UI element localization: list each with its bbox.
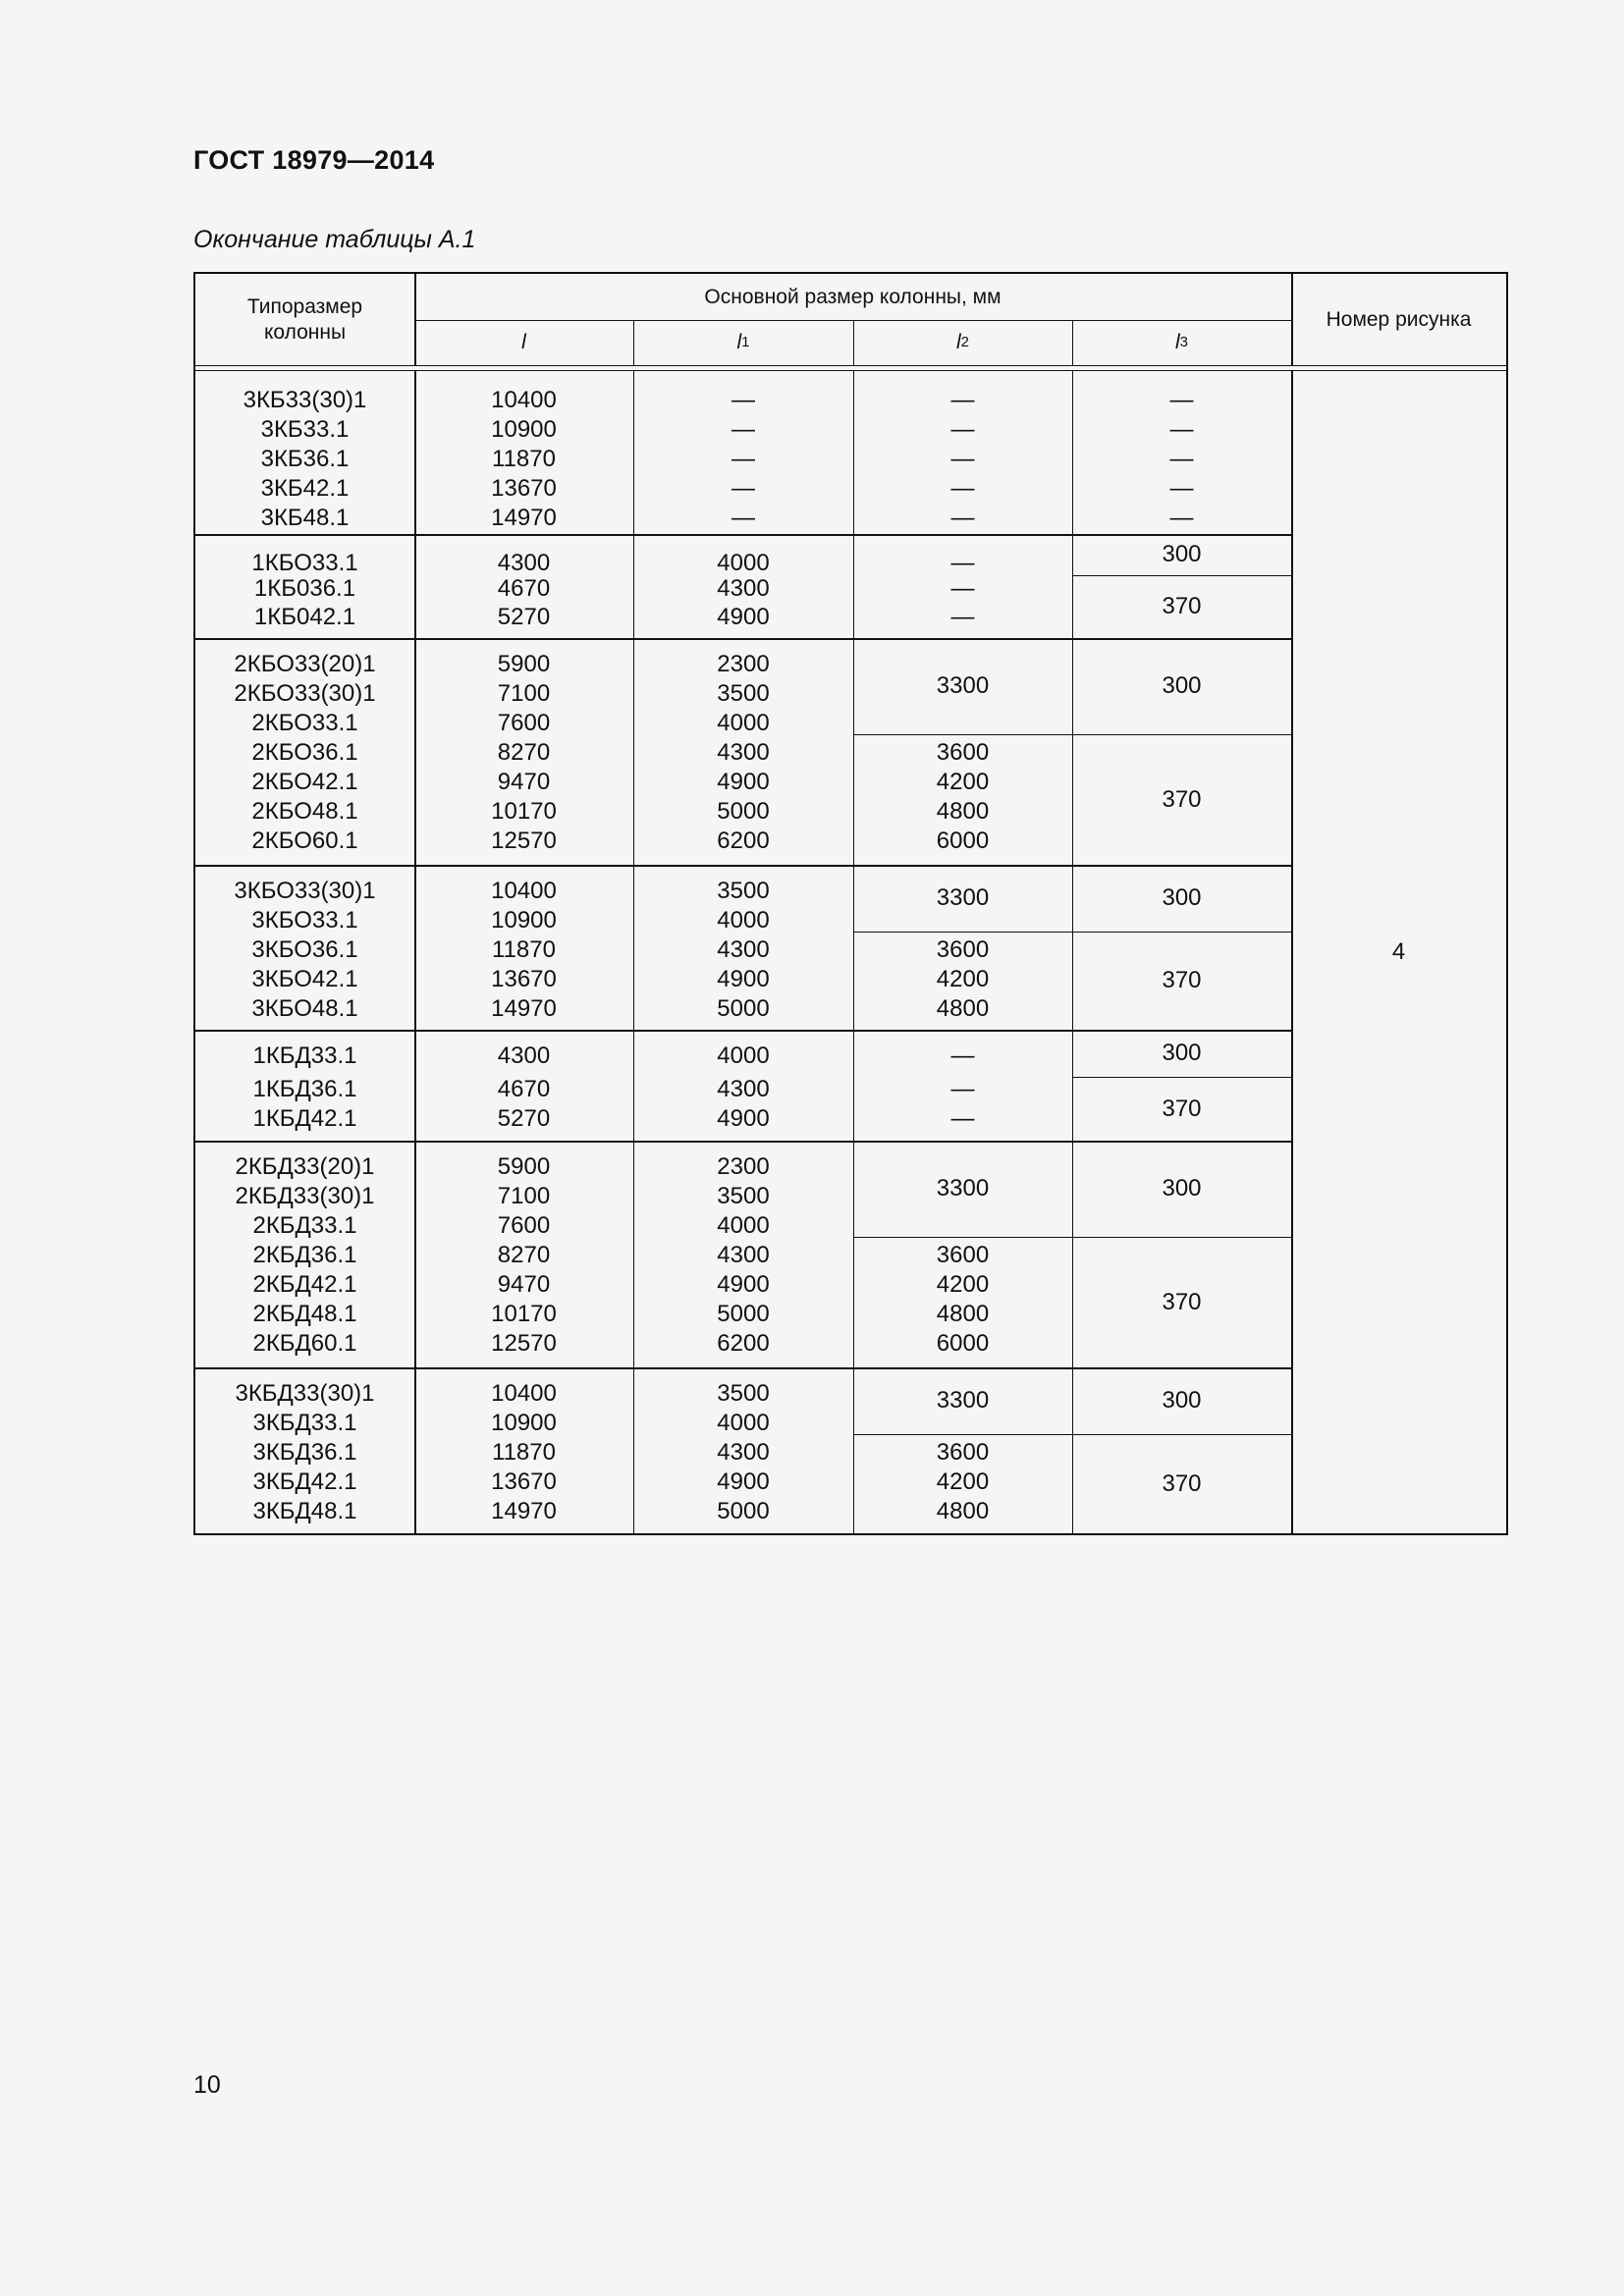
value-l1: 4300 [717, 1076, 770, 1102]
value-l2: — [950, 604, 975, 630]
value-l: 10400 [491, 1380, 557, 1407]
table-rule [414, 370, 416, 1533]
value-l1: 5000 [717, 995, 770, 1022]
value-l1: — [731, 505, 755, 531]
column-type-name: 3КБ33(30)1 [243, 387, 367, 413]
value-l3: 300 [1162, 1175, 1202, 1201]
value-l1: 4300 [717, 1439, 770, 1466]
value-l2: — [950, 575, 975, 602]
value-l3: 300 [1162, 884, 1202, 911]
column-type-name: 3КБО42.1 [251, 966, 358, 992]
value-l2: — [950, 505, 975, 531]
value-l2: — [950, 1076, 975, 1102]
value-l1: 3500 [717, 878, 770, 904]
value-l3: 300 [1162, 672, 1202, 699]
column-type-name: 2КБО33(20)1 [234, 651, 376, 677]
cell-split [853, 1237, 1072, 1238]
value-l: 4300 [497, 1042, 551, 1069]
column-type-name: 3КБД33.1 [252, 1410, 357, 1436]
value-l: 12570 [491, 1330, 557, 1357]
column-type-name: 2КБД36.1 [252, 1242, 357, 1268]
value-l2: — [950, 550, 975, 576]
value-l3: 370 [1162, 593, 1202, 619]
header-l [414, 320, 633, 365]
value-l: 7600 [497, 1212, 551, 1239]
value-l1: 4900 [717, 769, 770, 795]
value-l: 13670 [491, 966, 557, 992]
value-l: 10400 [491, 387, 557, 413]
header-l1-subscript: 1 [741, 334, 750, 350]
dimensions-table [193, 272, 1508, 1535]
value-l1: 4000 [717, 1212, 770, 1239]
column-type-name: 2КБО60.1 [251, 828, 358, 854]
value-l3: 370 [1162, 1288, 1202, 1315]
value-l: 14970 [491, 995, 557, 1022]
column-type-name: 1КБ036.1 [253, 575, 356, 602]
table-rule [633, 320, 634, 365]
header-l2 [853, 320, 1072, 365]
value-l: 12570 [491, 828, 557, 854]
column-type-name: 2КБО42.1 [251, 769, 358, 795]
value-l1: 4900 [717, 1271, 770, 1298]
value-l1: 6200 [717, 1330, 770, 1357]
value-l1: 3500 [717, 1380, 770, 1407]
value-l2: 4800 [936, 995, 990, 1022]
value-l1: — [731, 416, 755, 443]
value-l2: — [950, 387, 975, 413]
column-type-name: 3КБО36.1 [251, 936, 358, 963]
header-l3-symbol: l [1174, 331, 1180, 353]
value-l3: — [1169, 475, 1194, 502]
table-rule [633, 370, 634, 1533]
value-l1: — [731, 446, 755, 472]
value-l1: — [731, 475, 755, 502]
value-l: 13670 [491, 1468, 557, 1495]
table-rule [1072, 320, 1073, 365]
value-l1: 4300 [717, 739, 770, 766]
value-l1: 4000 [717, 710, 770, 736]
value-l: 9470 [497, 769, 551, 795]
value-l1: 4000 [717, 1410, 770, 1436]
value-l: 5900 [497, 651, 551, 677]
value-l: 10400 [491, 878, 557, 904]
value-l2: 4800 [936, 1498, 990, 1524]
value-l: 8270 [497, 1242, 551, 1268]
column-type-name: 3КБД33(30)1 [235, 1380, 375, 1407]
value-l2: — [950, 446, 975, 472]
value-l3: 300 [1162, 1387, 1202, 1414]
value-l: 10900 [491, 1410, 557, 1436]
header-l3-subscript: 3 [1179, 334, 1188, 350]
value-l2: 3300 [936, 672, 990, 699]
value-l: 10900 [491, 907, 557, 934]
value-l: 10900 [491, 416, 557, 443]
value-l2: 4800 [936, 1301, 990, 1327]
column-type-name: 1КБО33.1 [251, 550, 358, 576]
value-l: 4670 [497, 1076, 551, 1102]
value-l: 7100 [497, 1183, 551, 1209]
value-l: 5270 [497, 1105, 551, 1132]
value-l2: 3300 [936, 884, 990, 911]
value-l3: — [1169, 387, 1194, 413]
value-l: 11870 [492, 936, 556, 963]
value-l1: 4000 [717, 550, 770, 576]
column-type-name: 2КБО33.1 [251, 710, 358, 736]
value-l: 9470 [497, 1271, 551, 1298]
column-type-name: 1КБД42.1 [252, 1105, 357, 1132]
column-type-name: 2КБО48.1 [251, 798, 358, 825]
value-l: 11870 [492, 446, 556, 472]
value-l: 4670 [497, 575, 551, 602]
value-l1: 4900 [717, 966, 770, 992]
value-l2: — [950, 1105, 975, 1132]
value-l1: 6200 [717, 828, 770, 854]
column-type-name: 3КБД48.1 [252, 1498, 357, 1524]
column-type-name: 3КБ33.1 [260, 416, 350, 443]
header-figure-number: Номер рисунка [1326, 307, 1472, 331]
value-l2: 3300 [936, 1175, 990, 1201]
column-type-name: 3КБ42.1 [260, 475, 350, 502]
value-l2: 3600 [936, 1242, 990, 1268]
document-header: ГОСТ 18979—2014 [193, 145, 435, 175]
value-l: 14970 [491, 505, 557, 531]
value-l: 11870 [492, 1439, 556, 1466]
column-type-name: 3КБД42.1 [252, 1468, 357, 1495]
table-rule [853, 320, 854, 365]
column-type-name: 3КБО48.1 [251, 995, 358, 1022]
column-type-name: 1КБД33.1 [252, 1042, 357, 1069]
value-l: 7600 [497, 710, 551, 736]
value-l2: 3600 [936, 936, 990, 963]
value-l3: 300 [1162, 541, 1202, 567]
header-l1-symbol: l [736, 331, 742, 353]
value-l3: 370 [1162, 1095, 1202, 1122]
column-type-name: 2КБД48.1 [252, 1301, 357, 1327]
value-l: 14970 [491, 1498, 557, 1524]
value-l1: 5000 [717, 1498, 770, 1524]
value-l3: — [1169, 505, 1194, 531]
column-type-name: 3КБ36.1 [260, 446, 350, 472]
value-l2: 3600 [936, 1439, 990, 1466]
value-l1: 2300 [717, 1153, 770, 1180]
value-l3: — [1169, 416, 1194, 443]
value-l3: 370 [1162, 1469, 1202, 1497]
column-type-name: 1КБД36.1 [252, 1076, 357, 1102]
column-type-name: 3КБО33.1 [251, 907, 358, 934]
value-l1: 3500 [717, 680, 770, 707]
value-l: 8270 [497, 739, 551, 766]
value-l2: — [950, 1042, 975, 1069]
value-l2: 4200 [936, 966, 990, 992]
value-l: 4300 [497, 550, 551, 576]
value-l2: 6000 [936, 1330, 990, 1357]
value-l: 10170 [491, 798, 557, 825]
value-l2: — [950, 416, 975, 443]
column-type-name: 3КБД36.1 [252, 1439, 357, 1466]
value-l3: 370 [1162, 785, 1202, 813]
value-l: 13670 [491, 475, 557, 502]
column-type-name: 2КБД42.1 [252, 1271, 357, 1298]
table-rule [414, 274, 416, 365]
value-l2: 3600 [936, 739, 990, 766]
figure-number-cell: 4 [1391, 937, 1406, 965]
value-l2: — [950, 475, 975, 502]
value-l2: 6000 [936, 828, 990, 854]
value-l3: — [1169, 446, 1194, 472]
cell-split [853, 932, 1072, 933]
column-type-name: 2КБД33(20)1 [235, 1153, 375, 1180]
value-l2: 3300 [936, 1387, 990, 1414]
table-rule [1291, 274, 1293, 365]
value-l1: 4900 [717, 604, 770, 630]
header-l2-symbol: l [955, 331, 961, 353]
column-type-name: 2КБО33(30)1 [234, 680, 376, 707]
value-l3: 370 [1162, 967, 1202, 993]
cell-split [853, 734, 1072, 735]
header-l1 [633, 320, 853, 365]
value-l1: 3500 [717, 1183, 770, 1209]
page-number: 10 [193, 2071, 221, 2099]
value-l1: 4000 [717, 1042, 770, 1069]
header-l2-subscript: 2 [960, 334, 969, 350]
column-type-name: 2КБД33(30)1 [235, 1183, 375, 1209]
value-l: 7100 [497, 680, 551, 707]
header-l3 [1072, 320, 1291, 365]
value-l: 5270 [497, 604, 551, 630]
value-l1: 4900 [717, 1468, 770, 1495]
column-type-name: 2КБД33.1 [252, 1212, 357, 1239]
value-l1: 4900 [717, 1105, 770, 1132]
value-l3: 300 [1162, 1040, 1202, 1066]
value-l1: 4300 [717, 1242, 770, 1268]
value-l1: 4000 [717, 907, 770, 934]
value-l1: 4300 [717, 936, 770, 963]
value-l2: 4200 [936, 1271, 990, 1298]
table-rule [1072, 370, 1073, 1533]
value-l1: 5000 [717, 798, 770, 825]
column-type-name: 3КБО33(30)1 [234, 878, 376, 904]
header-main-size: Основной размер колонны, мм [704, 285, 1001, 308]
value-l1: 4300 [717, 575, 770, 602]
cell-split [853, 1434, 1072, 1435]
header-l-symbol: l [521, 331, 526, 353]
column-type-name: 1КБ042.1 [253, 604, 356, 630]
value-l1: — [731, 387, 755, 413]
value-l2: 4200 [936, 1468, 990, 1495]
value-l: 10170 [491, 1301, 557, 1327]
value-l: 5900 [497, 1153, 551, 1180]
table-caption: Окончание таблицы А.1 [193, 226, 476, 253]
column-type-name: 3КБ48.1 [260, 505, 350, 531]
value-l2: 4800 [936, 798, 990, 825]
value-l2: 4200 [936, 769, 990, 795]
table-rule [853, 370, 854, 1533]
header-type: Типоразмер колонны [246, 294, 363, 344]
header-rule-top [195, 365, 1506, 366]
value-l1: 5000 [717, 1301, 770, 1327]
value-l1: 2300 [717, 651, 770, 677]
column-type-name: 2КБД60.1 [252, 1330, 357, 1357]
column-type-name: 2КБО36.1 [251, 739, 358, 766]
